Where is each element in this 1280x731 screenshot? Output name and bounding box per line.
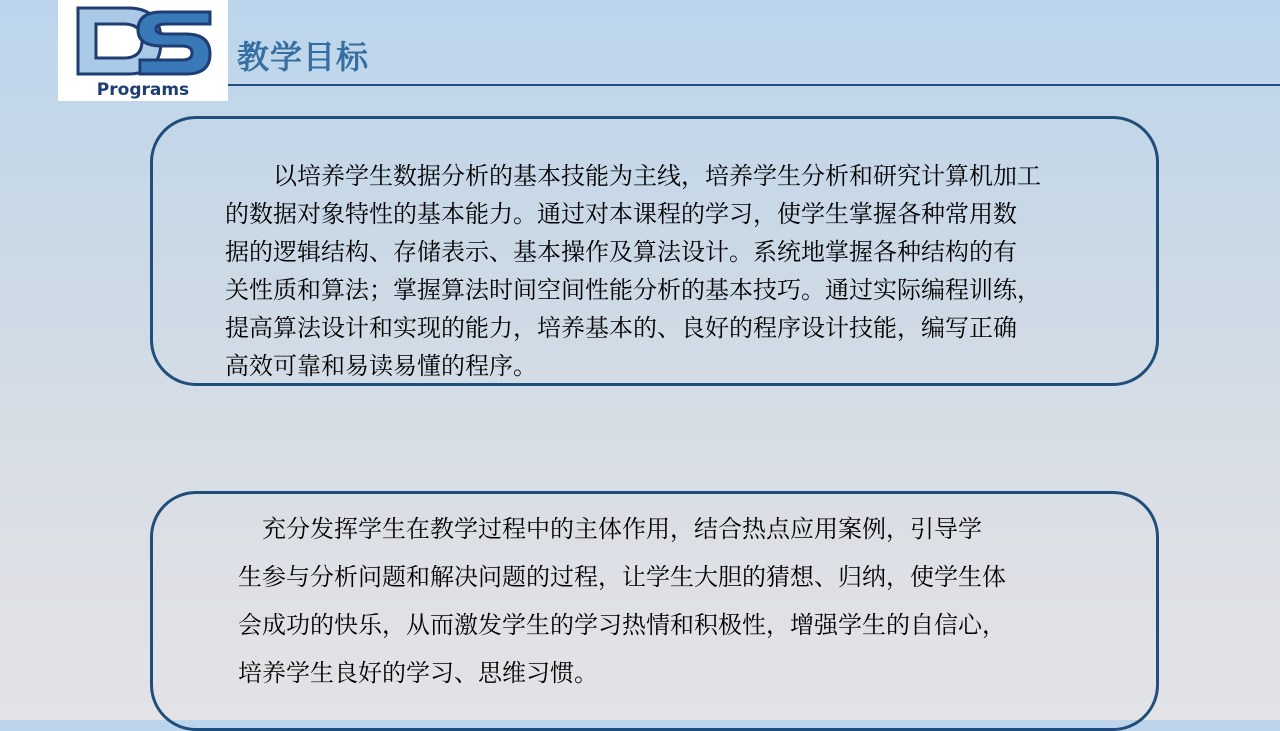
objective-text-1: 以培养学生数据分析的基本技能为主线，培养学生分析和研究计算机加工 的数据对象特性的基本能力。通过对本课程的学习，使学生掌握各种常用数 据的逻辑结构、存储表示、基本操作及算法设计。系统地掌握各种结构的有 关性质和算法；掌握算法时间空间性能分析的基本技巧。通过实际编程训练， 提高算法设计和实现的能力，培养基本的、良好的程序设计技能，编写正确 高效可靠和易读易懂的程序。 [225, 162, 1041, 380]
logo-caption: Programs [96, 80, 190, 100]
page-title: 教学目标 [237, 38, 370, 76]
ds-programs-logo [58, 0, 228, 101]
ds-logo-icon [58, 0, 228, 101]
title-divider [228, 84, 1280, 86]
objective-text-2: 充分发挥学生在教学过程中的主体作用，结合热点应用案例，引导学 生参与分析问题和解决问题的过程，让学生大胆的猜想、归纳，使学生体 会成功的快乐，从而激发学生的学习热情和积极性，增强学生的自信心， 培养学生良好的学习、思维习惯。 [238, 515, 1006, 687]
